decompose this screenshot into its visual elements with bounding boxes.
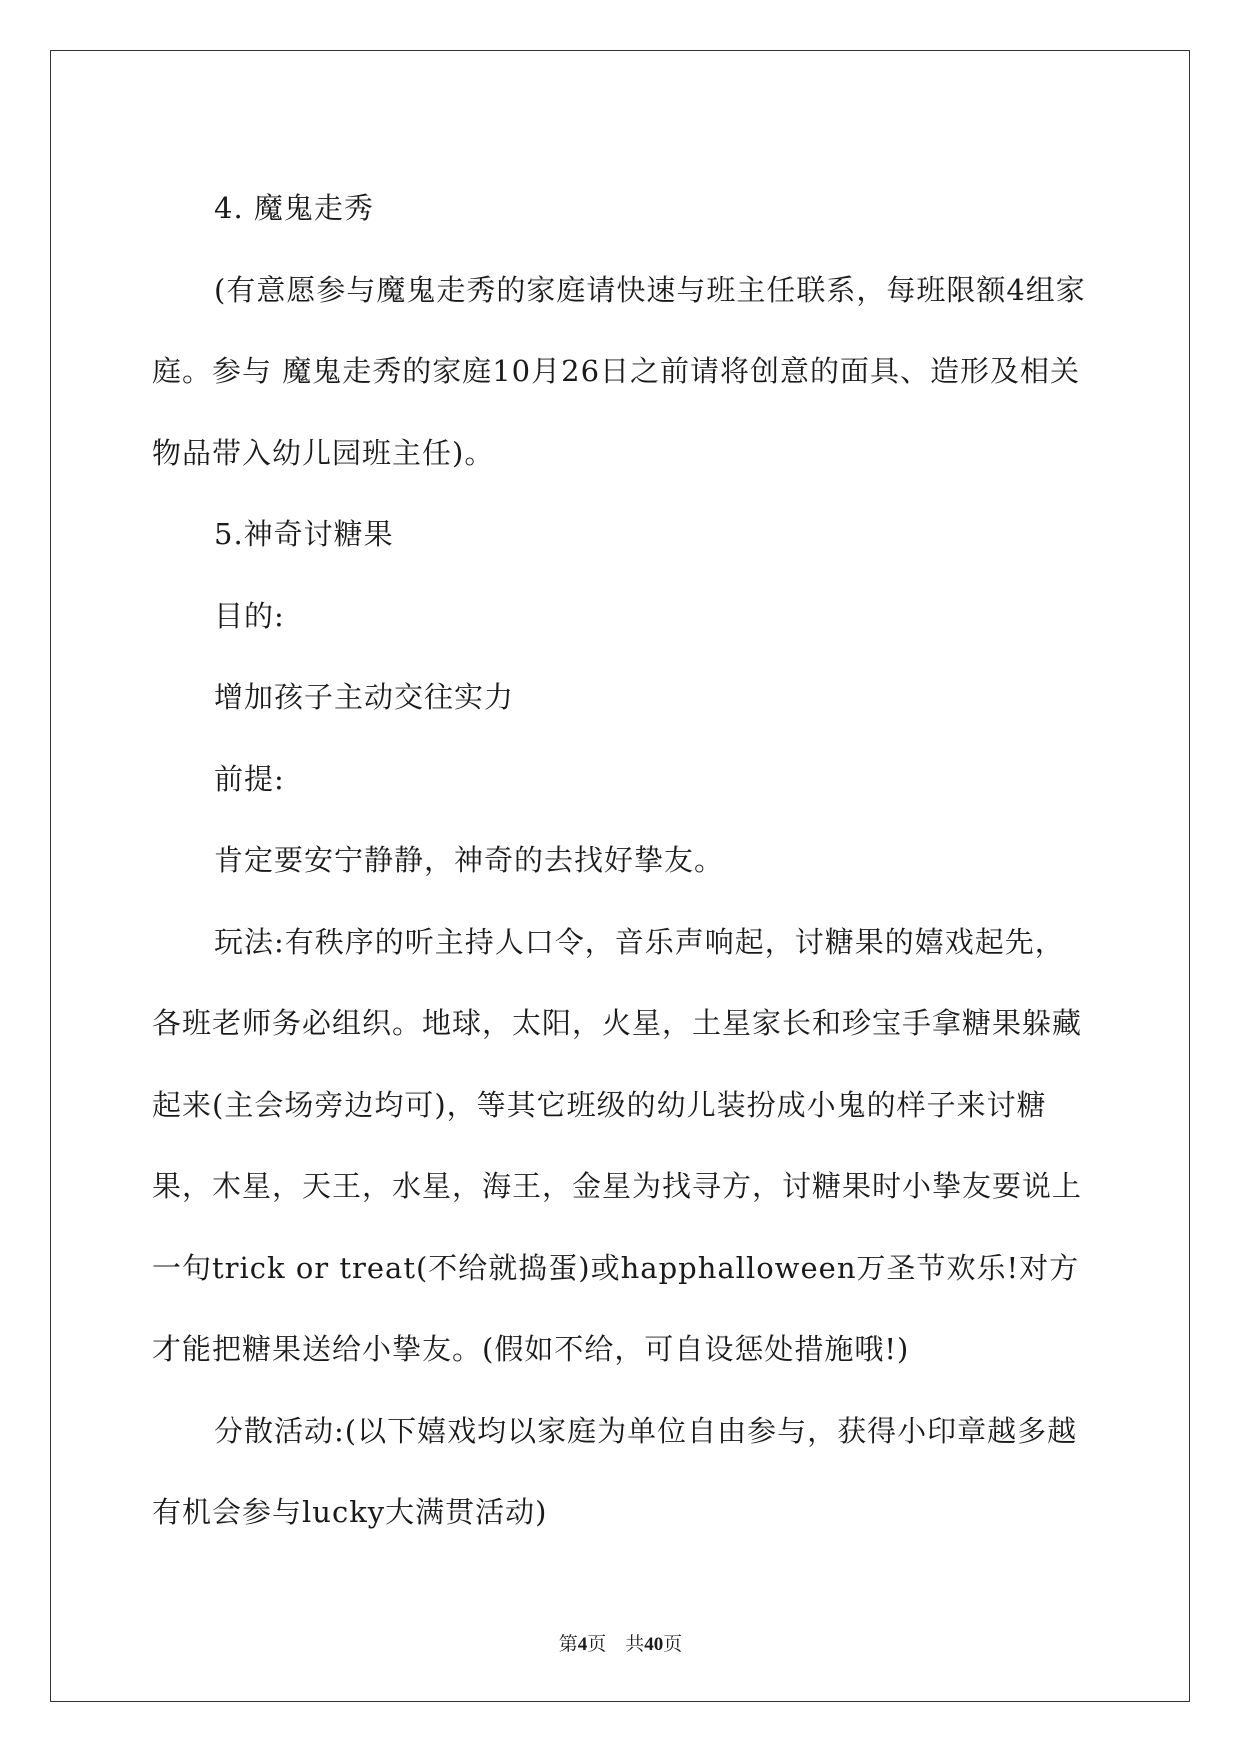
page-footer <box>0 1629 1241 1656</box>
footer-page-suffix: 页 <box>587 1634 607 1655</box>
footer-total-pages: 40 <box>644 1634 664 1655</box>
footer-total-prefix: 共 <box>625 1634 645 1655</box>
document-body <box>152 168 1088 1554</box>
item4-note: (有意愿参与魔鬼走秀的家庭请快速与班主任联系，每班限额4组家庭。参与 魔鬼走秀的家庭10月26日之前请将创意的面具、造形及相关物品带入幼儿园班主任)。 <box>152 272 1086 470</box>
footer-page-prefix: 第 <box>558 1634 578 1655</box>
item4-heading: 4. 魔鬼走秀 <box>214 191 374 225</box>
purpose-text: 增加孩子主动交往实力 <box>214 680 515 714</box>
scattered-activities-paragraph: 分散活动:(以下嬉戏均以家庭为单位自由参与，获得小印章越多越有机会参与lucky大满贯活动) <box>152 1413 1078 1529</box>
item5-heading: 5.神奇讨糖果 <box>214 517 394 551</box>
footer-page-number: 4 <box>577 1634 588 1655</box>
premise-text: 肯定要安宁静静，神奇的去找好挚友。 <box>214 843 725 877</box>
purpose-label: 目的: <box>214 598 285 633</box>
gameplay-paragraph: 玩法:有秩序的听主持人口令，音乐声响起，讨糖果的嬉戏起先，各班老师务必组织。地球，太阳，火星，土星家长和珍宝手拿糖果躲藏起来(主会场旁边均可)，等其它班级的幼儿装扮成小鬼的样子来讨糖果，木星，天王，水星，海王，金星为找寻方，讨糖果时小挚友要说上一句trick or treat(不给就捣蛋)或happhalloween万圣节欢乐!对方才能把糖果送给小挚友。(假如不给，可自设惩处措施哦!) <box>152 924 1083 1366</box>
premise-label: 前提: <box>214 761 285 796</box>
footer-total-suffix: 页 <box>663 1634 683 1655</box>
